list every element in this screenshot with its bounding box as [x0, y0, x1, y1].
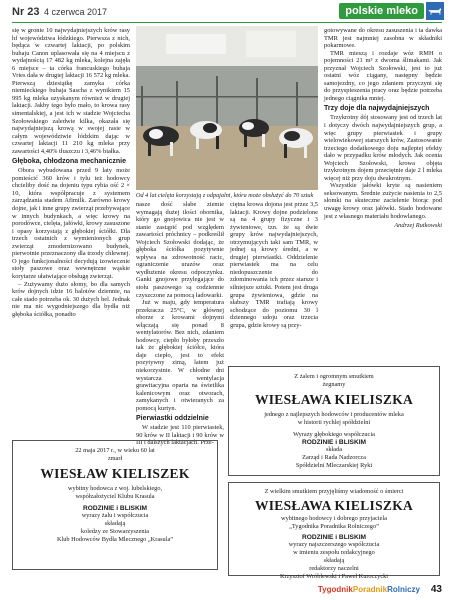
- obit-line: zmarł: [107, 455, 123, 462]
- header-rule: [12, 22, 442, 23]
- obit-line: współzałożyciel Klubu Krasula: [75, 493, 155, 500]
- obit-family: RODZINIE i BLISKIM: [301, 534, 367, 541]
- obit-line: „Tygodnika Poradnika Rolniczego”: [289, 523, 379, 530]
- paragraph: TMR mieszą i rozdaje wóz RMH o pojemności 21 m³ z dwoma ślimakami. Jak przyznał Wojciech Szołowski, jest to już ostatni wóz ciągany, następny będzie samojezdny, co jego zdaniem przyczyni się do przyspieszenia pracy oraz będzie potrzeba jednego ciągnika mniej.: [324, 49, 442, 102]
- obit-name: WIESŁAWA KIELISZKA: [254, 498, 414, 513]
- article-column-1: [12, 27, 130, 429]
- cow-icon: [426, 2, 444, 20]
- obit-line: wyrazy żalu i współczucia: [81, 512, 149, 519]
- paragraph: Obora wybudowana przed 9 laty może pomieścić 360 krów i tylu też hodowcy chcieliby dość na dojeniu typu rybia ość 2 × 10, która współpracuje z systemem zarządzania stadem Afimilk. Zarówno krowy dojne, jak i inne grupy zwierząt przebywające w innych budynkach, a więc krowy na porodówce, cielęta, jałówki, krowy zasuszone i opasy korzystają z głębokiej ściółki. Dla trzech ostatnich z wymienionych grup zwierząt zmodernizowano budynek, pierwotnie przeznaczony dla trzody chlewnej. O jego funkcjonalności decydują izowiecznie stoły paszowe oraz wewnętrzne wąskie korytarze ułatwiające obsługę zwierząt.: [12, 167, 130, 280]
- paragraph: ciętna krowa dojona jest przez 3,5 laktacji. Krowy dojne podzielone są na 4 grupy fizyczne i 3 żywieniowe, tzn. że są dwie grupy krów najwydajniejszych, otrzymujących taki sam TMR, w jednej są krowy średni, a w drugiej pierwiastki. Oddzielenie pierwiastek ma na celu niedopuszczenie do zdominowania ich przez starsze i silniejsze sztuki. Potem jest druga grupa żywieniowa, gdzie na słabszy TMR trafiają krowy schodzące do poziomu 30 l dziennego udoju oraz trzecia grupa, gdzie krowy są przy-: [230, 201, 318, 329]
- brand-word: Rolniczy: [387, 585, 420, 594]
- section-badge: polskie mleko: [339, 3, 424, 19]
- issue-date: 4 czerwca 2017: [44, 7, 108, 17]
- obit-line: w historii rychlej spółdzielni: [297, 419, 371, 426]
- obit-line: wybitnego hodowcy i dobrego przyjaciela: [281, 515, 387, 522]
- obituary-box-3: [228, 482, 440, 580]
- obit-line: Z żalem i ogromnym smutkiem: [294, 373, 374, 380]
- barn-photo: [136, 26, 318, 190]
- paragraph: gotowywane do okresu zasuszenia i ta dawka TMR jest najmniej zasobna w składniki pokarmowe.: [324, 27, 442, 50]
- subheading: Trzy doje dla najwydajniejszych: [324, 105, 430, 113]
- obit-line: Zarząd i Rada Nadzorcza: [302, 454, 366, 461]
- brand-word: Poradnik: [352, 585, 388, 594]
- obit-line: redaktorzy naczelni: [309, 565, 359, 572]
- obit-name: WIESŁAWA KIELISZKA: [254, 392, 414, 407]
- obit-line: koledzy ze Stowarzyszenia: [80, 528, 150, 535]
- subheading: Pierwiastki oddzielnie: [136, 415, 209, 423]
- obit-line: Wyrazy głębokiego współczucia: [293, 431, 375, 438]
- obit-line: Krzysztof Wróblewski i Paweł Kuroczycki: [279, 573, 389, 580]
- obit-line: wybitny hodowca z woj. lubelskiego,: [67, 485, 163, 492]
- obit-line: jednego z najlepszych hodowców i producentów mleka: [264, 411, 404, 418]
- paragraph: W stadzie jest 110 pierwiastek, 90 krów w II laktacji i 90 krów w III i dalszych laktacjach. Prze-: [136, 424, 224, 447]
- paragraph: nasze dość słabe ziemie wymagają dużej ilości obornika, który go gnojowica nie jest w stanie zastąpić pod względem zawartości próchnicy – podkreślił Wojciech Szołowski dodając, że głęboka ściółka pozytywnie wpływa na zdrowotność racic, ograniczenie urazów oraz wydłużenie okresu odpoczynku. Ganki gnojowe przylegające do stołu paszowego są codziennie czyszczone za pomocą ładowarki.: [136, 201, 224, 299]
- article-column-4: [324, 27, 442, 361]
- obit-line: w imieniu zespołu redakcyjnego: [293, 549, 375, 556]
- obituary-box-1: [228, 366, 440, 476]
- photo-caption: Od 4 lat cielęta korzystają z odpajalni, która może obsłużyć do 70 sztuk: [136, 192, 314, 199]
- obit-name: WIESŁAW KIELISZEK: [40, 466, 190, 481]
- paragraph: Trzykrotny dój stosowany jest od trzech lat i dotyczy dwóch najwydajniejszych grup, a więc grupy pierwiastek i grupy wielowiekowej starszych krów, Zastosowanie trzeciego dodatkowego doju najlepiej efekty dało w przypadku krów młodych. Jak ocenia Wojciech Szołowski, krowa objęta trzykrotnym dojem przeciętnie daje 2 l mleka więcej niż przy doju dwukrotnym.: [324, 114, 442, 182]
- article-column-3: [230, 201, 318, 359]
- brand-word: Tygodnik: [317, 585, 353, 594]
- obit-line: Spółdzielni Mleczarskiej Ryki: [295, 462, 373, 469]
- obit-line: składa: [325, 446, 343, 453]
- paragraph: się w gronie 10 najwydajniejszych krów rasy hf województwa łódzkiego. Pierwsza z nich, będąca w czwartej laktacji, po polskim buhaju Canon uplasowała się na 4 miejscu z wydajnością 17 482 kg mleka, kolejna zajęła 6 miejsce – ta córka francuskiego buhaja Vries dała w drugiej laktacji 16 572 kg mleka. Pierwszą dziesiątkę zamyka córka niemieckiego buhaja Sascha z wynikiem 15 995 kg mleka uzyskanym również w drugiej laktacji. Jakby tego było mało, to krowa rasy simentalskiej, a jest ich w stadzie Wojciecha Szołowskiego zaledwie kilka, okazała się najwydajniejszą krową w swojej rasie w całym województwie łódzkim dając w czwartej laktacji 11 210 kg mleka przy zawartości 4,40% tłuszczu i 3,46% białka.: [12, 27, 130, 155]
- subheading: Głęboka, chłodzona mechanicznie: [12, 158, 126, 166]
- article-column-2: [136, 201, 224, 447]
- obit-line: składają: [323, 557, 345, 564]
- calves-barn-image: [136, 26, 318, 190]
- issue-number: Nr 23: [12, 6, 40, 18]
- obit-line: żegnamy: [322, 381, 346, 388]
- footer-brand: [318, 585, 420, 594]
- paragraph: Już w maju, gdy temperatura przekracza 25°C, w głównej oborze z krowami dojnymi włączają się ponad 8 wentylatorów. Bez nich, zdaniem hodowcy, ciepło byłoby przeszło tak że głębokiej ściółce, która daje ciepło, jest to efekt pozytywny zimą, latem już niekorzystnie. W chłodne dni wystarcza wentylacja grawitacyjna oparta na świetlika kalenicowym oraz otworach, zamykanych i otwieranych za pomocą kurtyn.: [136, 299, 224, 412]
- obit-line: składają: [104, 520, 126, 527]
- obit-family: RODZINIE i BLISKIM: [82, 505, 148, 512]
- author: Andrzej Rutkowski: [394, 222, 442, 230]
- obit-family: RODZINIE i BLISKIM: [301, 439, 367, 446]
- page-number: 43: [430, 584, 442, 595]
- obit-line: Klub Hodowców Bydła Mlecznego „Krasula”: [56, 536, 174, 543]
- obituary-box-2: [12, 440, 218, 570]
- paragraph: – Zużywamy dużo słomy, bo dla samych krów dojnych idzie 16 balotów dziennie, na całe stado potrzeba ok. 30 dużych bel. Jednak nie ma nic wygodniejszego dla bydła niż głęboka ściółka, ponadto: [12, 280, 130, 318]
- obit-line: Z wielkim smutkiem przyjęliśmy wiadomość o śmierci: [264, 488, 404, 495]
- obit-line: wyrazy najszczerszego współczucia: [288, 541, 380, 548]
- paragraph: Wszystkie jałówki kryte są nasieniem seksowanym. Średnie zużycie nasienia to 2,5 słomki na skuteczne zacielenie biorąc pod uwagę krowy oraz jałówki. Stado hodowane jest z własnego materiału hodowlanego.: [324, 182, 442, 220]
- obit-line: 22 maja 2017 r., w wieku 60 lat: [75, 447, 155, 454]
